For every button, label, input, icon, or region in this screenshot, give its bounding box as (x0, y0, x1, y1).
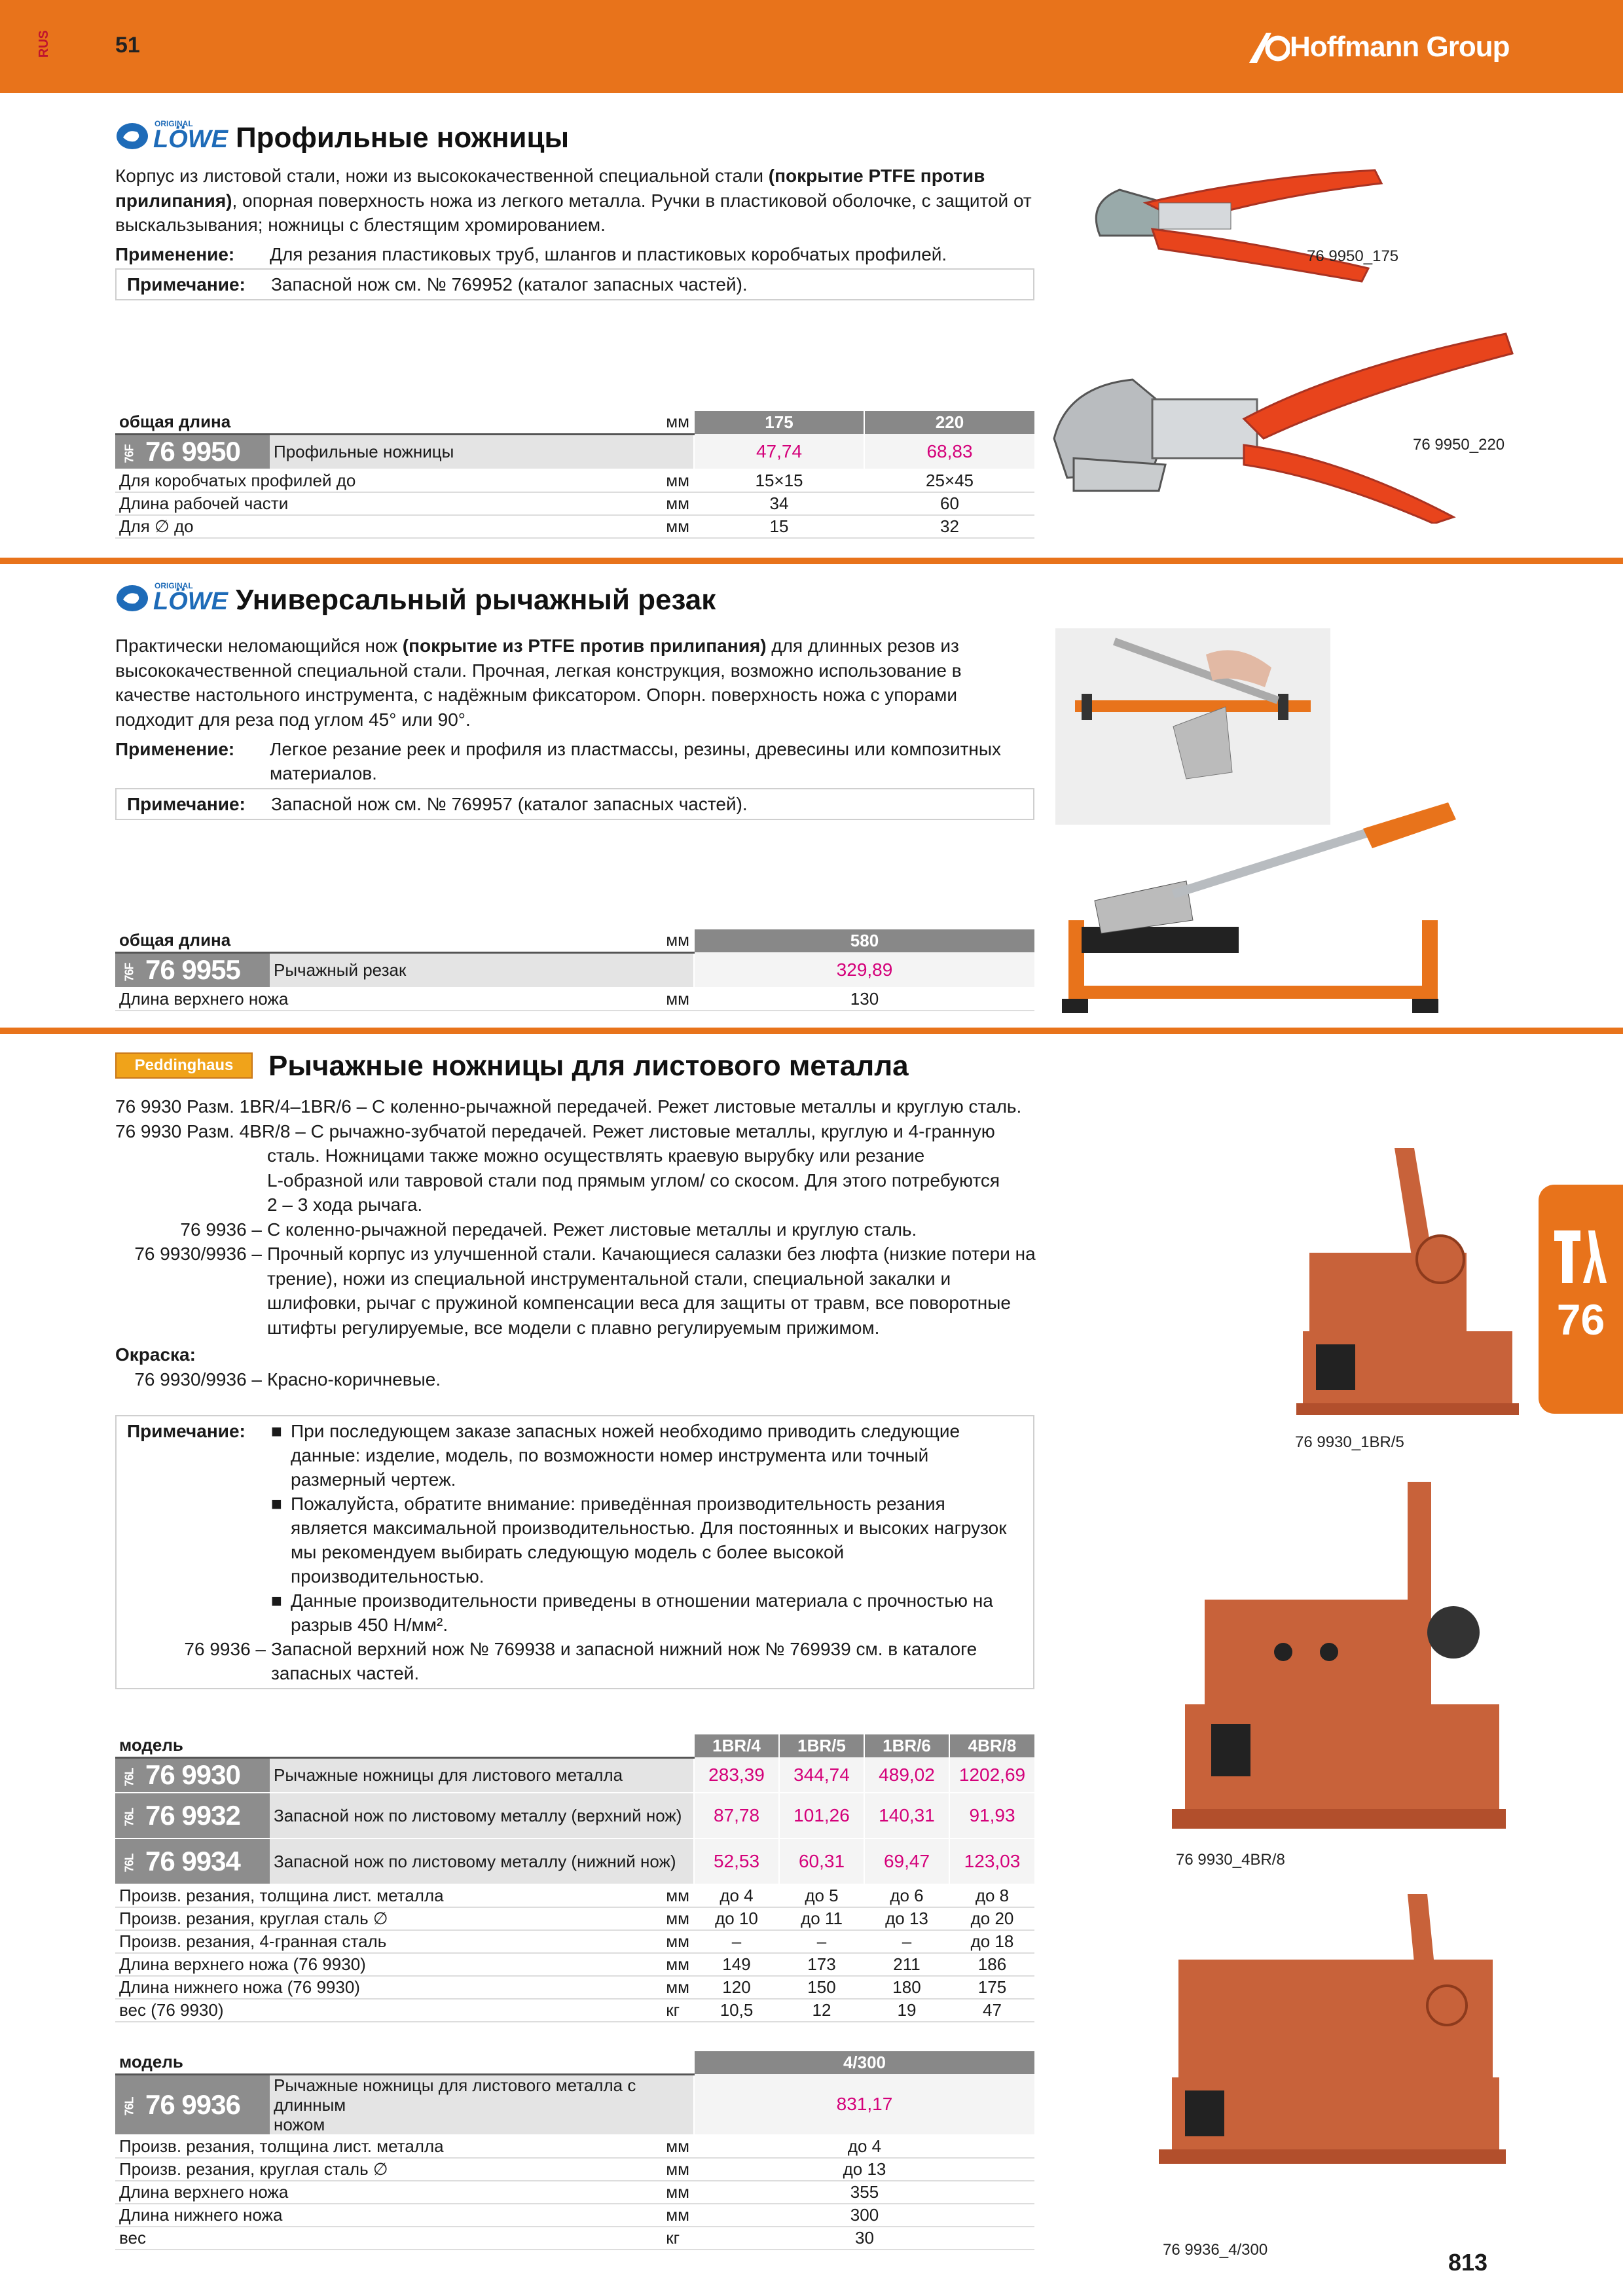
row-label: вес (115, 2227, 662, 2250)
table-row (115, 515, 1034, 538)
row-value: 25×45 (864, 469, 1034, 492)
article-number[interactable] (115, 434, 270, 469)
table-row (115, 1907, 1034, 1930)
row-value: 186 (949, 1953, 1034, 1976)
table-row (115, 1884, 1034, 1907)
article-prefix: 76F (122, 444, 136, 463)
bullet-square-icon: ■ (271, 1590, 282, 1611)
table-row (115, 2135, 1034, 2158)
color-label: Окраска: (115, 1344, 196, 1365)
peddinghaus-brand-logo: Peddinghaus (115, 1052, 253, 1079)
row-unit: мм (662, 2204, 694, 2227)
row-value: 19 (864, 1999, 949, 2022)
note-box (115, 788, 1034, 820)
table-head-label: общая длина (115, 929, 662, 952)
article-code: 76 9934 (145, 1846, 240, 1876)
price: 831,17 (694, 2074, 1034, 2135)
model-line (115, 1242, 1045, 1340)
table-col-header: 220 (864, 411, 1034, 434)
table-col-header: 580 (694, 929, 1034, 952)
page-number-bottom: 813 (1448, 2249, 1488, 2276)
table-row (115, 2204, 1034, 2227)
model-line: 76 9930 Разм. 1BR/4–1BR/6 – С коленно-рычажной передачей. Режет листовые металлы и круглую сталь. (115, 1096, 1022, 1117)
table-row (115, 2227, 1034, 2250)
row-value: 15×15 (694, 469, 864, 492)
price: 1202,69 (949, 1757, 1034, 1793)
row-value: 32 (864, 515, 1034, 538)
row-value: до 13 (694, 2158, 1034, 2181)
table-col-header: 175 (694, 411, 864, 434)
row-value: до 4 (694, 2135, 1034, 2158)
row-value: 130 (694, 988, 1034, 1011)
loewe-brand-small: ORIGINAL (155, 119, 193, 128)
table-head-unit (662, 2051, 694, 2074)
article-number[interactable] (115, 1839, 270, 1884)
row-unit: кг (662, 2227, 694, 2250)
table-row (115, 469, 1034, 492)
spec-table-769950 (115, 411, 1034, 539)
table-col-header: 1BR/6 (864, 1734, 949, 1757)
row-value: 47 (949, 1999, 1034, 2022)
note-text: Запасной нож см. № 769957 (каталог запасных частей). (271, 794, 748, 814)
section-title: Рычажные ножницы для листового металла (268, 1050, 909, 1082)
lever-cutter-image (1055, 802, 1474, 1018)
price: 60,31 (779, 1839, 864, 1884)
desc-text: Корпус из листовой стали, ножи из высококачественной специальной стали (115, 166, 769, 186)
model-line (115, 1367, 1045, 1392)
image-caption: 76 9950_220 (1413, 436, 1505, 454)
row-value: 211 (864, 1953, 949, 1976)
row-unit: кг (662, 1999, 694, 2022)
desc-text: для длинных резов из высококачественной специальной стали. Прочная, легкая конструкция, возможно использование в качестве настольного инструмента, с надёжным фиксатором. Опорн. поверхность ножа с упорами подходит для реза под углом 45° или 90°. (115, 636, 962, 730)
table-col-header: 1BR/5 (779, 1734, 864, 1757)
row-unit: мм (662, 492, 694, 515)
row-value: 60 (864, 492, 1034, 515)
article-name: Рычажный резак (270, 952, 694, 988)
article-prefix: 76L (122, 1768, 136, 1787)
row-label: Произв. резания, толщина лист. металла (115, 1884, 662, 1907)
row-value: до 18 (949, 1930, 1034, 1953)
row-value: 355 (694, 2181, 1034, 2204)
row-value: 34 (694, 492, 864, 515)
row-value: 150 (779, 1976, 864, 1999)
price: 47,74 (694, 434, 864, 469)
row-unit: мм (662, 2181, 694, 2204)
loewe-brand-small: ORIGINAL (155, 581, 193, 590)
table-col-header: 4/300 (694, 2051, 1034, 2074)
row-label: Для ∅ до (115, 515, 662, 538)
language-code: RUS (37, 30, 51, 58)
row-value: – (779, 1930, 864, 1953)
table-row (115, 492, 1034, 515)
row-value: 149 (694, 1953, 779, 1976)
application-text: Для резания пластиковых труб, шлангов и пластиковых коробчатых профилей. (270, 244, 947, 264)
pliers-icon (1548, 1224, 1613, 1289)
price: 52,53 (694, 1839, 779, 1884)
article-code: 76 9930 (145, 1759, 240, 1791)
profile-shears-220-image (1048, 327, 1519, 524)
table-col-header: 4BR/8 (949, 1734, 1034, 1757)
table-row (115, 1953, 1034, 1976)
price: 489,02 (864, 1757, 949, 1793)
row-value: до 8 (949, 1884, 1034, 1907)
table-row (115, 988, 1034, 1011)
price: 283,39 (694, 1757, 779, 1793)
table-head-label: модель (115, 2051, 662, 2074)
price: 344,74 (779, 1757, 864, 1793)
loewe-brand-text: LÖWE (153, 126, 228, 153)
model-value: С коленно-рычажной передачей. Режет листовые металлы и круглую сталь. (267, 1219, 917, 1240)
note-text: Запасной нож см. № 769952 (каталог запасных частей). (271, 274, 748, 295)
article-row (115, 434, 1034, 469)
bullet-square-icon: ■ (271, 1421, 282, 1441)
bullet-text: Данные производительности приведены в отношении материала с прочностью на разрыв 450 Н/мм². (291, 1590, 993, 1635)
row-value: до 6 (864, 1884, 949, 1907)
price: 87,78 (694, 1793, 779, 1839)
row-unit: мм (662, 2158, 694, 2181)
application-text: Легкое резание реек и профиля из пластмассы, резины, древесины или композитных материалов. (270, 739, 1002, 783)
section-description (115, 634, 1038, 732)
table-row (115, 2181, 1034, 2204)
row-label: Произв. резания, 4-гранная сталь (115, 1930, 662, 1953)
hoffmann-logo-icon (1248, 30, 1290, 64)
article-number[interactable] (115, 1757, 270, 1793)
article-row (115, 1793, 1034, 1839)
profile-shears-175-image (1061, 164, 1519, 295)
table-row (115, 1976, 1034, 1999)
shear-4-300-image (1159, 1894, 1519, 2169)
price: 140,31 (864, 1793, 949, 1839)
article-name-line: Рычажные ножницы для листового металла с длинным (274, 2075, 636, 2115)
model-line: L-образной или тавровой стали под прямым углом/ со скосом. Для этого потребуются (267, 1170, 1000, 1191)
page-header (0, 0, 1623, 93)
row-value: 120 (694, 1976, 779, 1999)
price: 123,03 (949, 1839, 1034, 1884)
row-unit: мм (662, 469, 694, 492)
model-key: 76 9930/9936 – (134, 1369, 262, 1390)
row-value: до 4 (694, 1884, 779, 1907)
article-number[interactable] (115, 1793, 270, 1839)
section-description (115, 164, 1038, 238)
loewe-brand-logo (115, 118, 228, 154)
row-value: 180 (864, 1976, 949, 1999)
note-bullet (271, 1419, 1017, 1492)
article-number[interactable] (115, 952, 270, 988)
price: 91,93 (949, 1793, 1034, 1839)
row-value: 10,5 (694, 1999, 779, 2022)
article-name: Профильные ножницы (270, 434, 694, 469)
row-label: Для коробчатых профилей до (115, 469, 662, 492)
row-value: – (694, 1930, 779, 1953)
application-label: Применение: (115, 739, 235, 759)
article-name: Запасной нож по листовому металлу (нижний нож) (270, 1839, 694, 1884)
row-label: Длина нижнего ножа (76 9930) (115, 1976, 662, 1999)
note-label: Примечание: (127, 274, 246, 295)
article-row (115, 2074, 1034, 2135)
row-unit: мм (662, 2135, 694, 2158)
note-box (115, 1415, 1034, 1689)
section-divider (0, 558, 1623, 564)
bullet-text: При последующем заказе запасных ножей необходимо приводить следующие данные: изделие, модель, по возможности номер инструмента или точный размерный чертеж. (291, 1421, 960, 1490)
row-value: 300 (694, 2204, 1034, 2227)
row-label: Произв. резания, круглая сталь ∅ (115, 1907, 662, 1930)
chapter-tab (1539, 1185, 1623, 1414)
price: 101,26 (779, 1793, 864, 1839)
desc-bold: (покрытие PTFE против прилипания) (115, 166, 985, 211)
article-prefix: 76L (122, 1808, 136, 1827)
row-label: Длина рабочей части (115, 492, 662, 515)
row-label: Длина нижнего ножа (115, 2204, 662, 2227)
section-title: Универсальный рычажный резак (236, 584, 716, 616)
table-row (115, 1999, 1034, 2022)
article-name (270, 2074, 694, 2135)
desc-text: , опорная поверхность ножа из легкого металла. Ручки в пластиковой оболочке, с защитой от выскальзывания; ножницы с блестящим хромированием. (115, 190, 1032, 235)
chapter-number: 76 (1556, 1295, 1605, 1344)
bullet-text: Пожалуйста, обратите внимание: приведённая производительность резания является максимальной производительностью. Для постоянных и высоких нагрузок мы рекомендуем выбирать следующую модель с более высокой производительностью. (291, 1494, 1007, 1587)
row-unit: мм (662, 515, 694, 538)
application-label: Применение: (115, 244, 235, 264)
model-key: 76 9930/9936 – (134, 1244, 262, 1264)
row-label: Длина верхнего ножа (115, 988, 662, 1011)
article-name: Запасной нож по листовому металлу (верхний нож) (270, 1793, 694, 1839)
row-unit: мм (662, 1907, 694, 1930)
article-prefix: 76L (122, 1854, 136, 1873)
article-name: Рычажные ножницы для листового металла (270, 1757, 694, 1793)
note-value: Запасной верхний нож № 769938 и запасной нижний нож № 769939 см. в каталоге запасных частей. (271, 1639, 977, 1683)
article-code: 76 9955 (145, 954, 240, 986)
image-caption: 76 9950_175 (1307, 247, 1399, 265)
row-value: 173 (779, 1953, 864, 1976)
model-line: 76 9930 Разм. 4BR/8 – С рычажно-зубчатой передачей. Режет листовые металлы, круглую и 4-гранную (115, 1121, 995, 1141)
spec-table-769955 (115, 929, 1034, 1011)
row-unit: мм (662, 988, 694, 1011)
row-value: 12 (779, 1999, 864, 2022)
table-head-label: модель (115, 1734, 662, 1757)
desc-bold: (покрытие из PTFE против прилипания) (402, 636, 767, 656)
table-head-label: общая длина (115, 411, 662, 434)
price: 69,47 (864, 1839, 949, 1884)
loewe-brand-logo (115, 580, 228, 617)
note-label: Примечание: (127, 794, 246, 814)
hoffmann-logo-text: Hoffmann Group (1290, 31, 1510, 63)
article-row (115, 1757, 1034, 1793)
row-label: Произв. резания, толщина лист. металла (115, 2135, 662, 2158)
row-label: Длина верхнего ножа (115, 2181, 662, 2204)
article-row (115, 1839, 1034, 1884)
article-prefix: 76L (122, 2097, 136, 2116)
image-caption: 76 9930_4BR/8 (1176, 1851, 1285, 1869)
model-line (115, 1217, 1045, 1242)
article-row (115, 952, 1034, 988)
row-value: до 13 (864, 1907, 949, 1930)
page-number-top: 51 (115, 33, 140, 58)
row-value: 30 (694, 2227, 1034, 2250)
note-label: Примечание: (127, 1421, 246, 1441)
lever-cutter-in-use-image (1055, 628, 1330, 825)
article-number[interactable] (115, 2074, 270, 2135)
table-col-header: 1BR/4 (694, 1734, 779, 1757)
shear-1br5-image (1296, 1148, 1519, 1429)
spec-table-769930 (115, 1734, 1034, 2022)
row-unit: мм (662, 1930, 694, 1953)
row-unit: мм (662, 1953, 694, 1976)
article-code: 76 9932 (145, 1800, 240, 1831)
row-unit: мм (662, 1884, 694, 1907)
application-row (115, 737, 1029, 785)
note-bullet (271, 1492, 1017, 1588)
article-name-line: ножом (274, 2114, 325, 2134)
desc-text: Практически неломающийся нож (115, 636, 403, 656)
model-line: сталь. Ножницами также можно осуществлять краевую вырубку или резание (267, 1145, 925, 1166)
row-value: до 10 (694, 1907, 779, 1930)
row-value: 175 (949, 1976, 1034, 1999)
note-line (127, 1637, 1033, 1685)
row-label: вес (76 9930) (115, 1999, 662, 2022)
spec-table-769936 (115, 2051, 1034, 2250)
row-value: – (864, 1930, 949, 1953)
row-value: до 5 (779, 1884, 864, 1907)
table-row (115, 2158, 1034, 2181)
article-prefix: 76F (122, 963, 136, 982)
section-title: Профильные ножницы (236, 122, 570, 154)
row-value: до 20 (949, 1907, 1034, 1930)
image-caption: 76 9930_1BR/5 (1295, 1433, 1404, 1451)
row-label: Произв. резания, круглая сталь ∅ (115, 2158, 662, 2181)
loewe-brand-text: LÖWE (153, 588, 228, 615)
shear-4br8-image (1172, 1482, 1519, 1848)
bullet-square-icon: ■ (271, 1494, 282, 1514)
model-descriptions (115, 1094, 1045, 1391)
row-label: Длина верхнего ножа (76 9930) (115, 1953, 662, 1976)
table-head-unit: мм (662, 411, 694, 434)
note-box (115, 268, 1034, 300)
model-line: 2 – 3 хода рычага. (267, 1194, 423, 1215)
price: 329,89 (694, 952, 1034, 988)
model-value: Красно-коричневые. (267, 1369, 441, 1390)
application-row (115, 242, 1029, 266)
model-key: 76 9936 – (180, 1219, 262, 1240)
table-head-unit (662, 1734, 694, 1757)
article-code: 76 9950 (145, 436, 240, 467)
row-value: до 11 (779, 1907, 864, 1930)
image-caption: 76 9936_4/300 (1163, 2241, 1268, 2259)
table-head-unit: мм (662, 929, 694, 952)
section-divider (0, 1028, 1623, 1034)
price: 68,83 (864, 434, 1034, 469)
note-bullet (271, 1588, 1017, 1637)
model-value: Прочный корпус из улучшенной стали. Качающиеся салазки без люфта (низкие потери на трение), ножи из специальной инструментальной стали, специальной закалки и шлифовки, рычаг с пружиной компенсации веса для защиты от травм, все поворотные штифты регулируемые, все модели с плавно регулируемым прижимом. (267, 1244, 1036, 1338)
table-row (115, 1930, 1034, 1953)
row-unit: мм (662, 1976, 694, 1999)
note-key: 76 9936 – (184, 1639, 266, 1659)
article-code: 76 9936 (145, 2089, 240, 2120)
hoffmann-logo (1248, 30, 1510, 64)
row-value: 15 (694, 515, 864, 538)
